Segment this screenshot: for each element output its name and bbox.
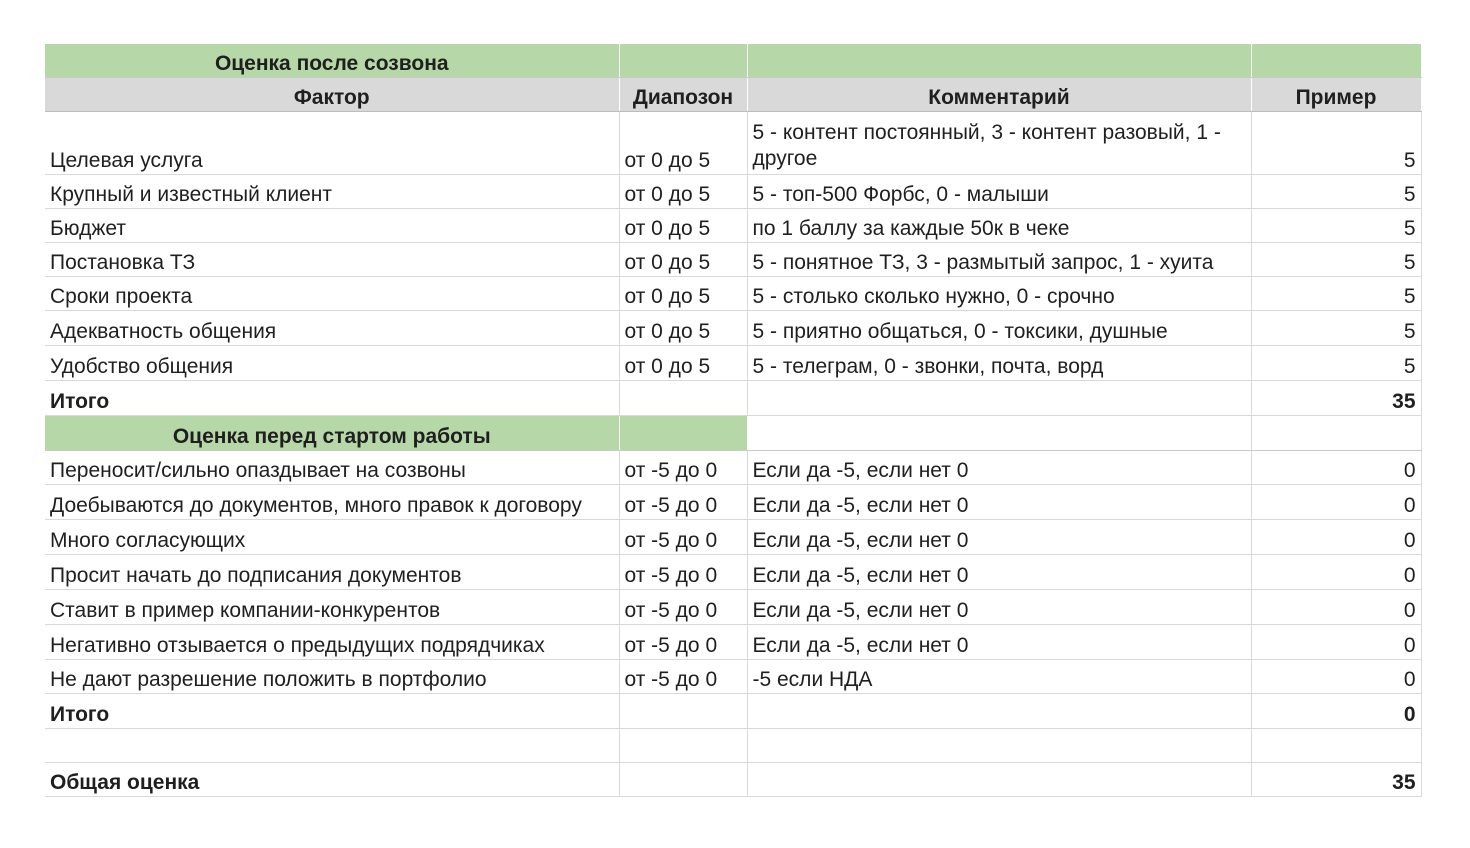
range-cell[interactable]: от -5 до 0 xyxy=(619,590,747,625)
empty-cell[interactable] xyxy=(619,44,747,78)
range-cell[interactable]: от -5 до 0 xyxy=(619,520,747,555)
spreadsheet xyxy=(45,44,1421,797)
example-cell[interactable]: 0 xyxy=(1251,485,1421,520)
empty-cell[interactable] xyxy=(1251,44,1421,78)
range-cell[interactable]: от -5 до 0 xyxy=(619,625,747,660)
example-cell[interactable]: 5 xyxy=(1251,112,1421,175)
example-cell[interactable]: 0 xyxy=(1251,555,1421,590)
range-cell[interactable]: от 0 до 5 xyxy=(619,243,747,277)
factor-cell[interactable]: Удобство общения xyxy=(45,346,619,381)
factor-cell[interactable]: Сроки проекта xyxy=(45,277,619,311)
total-label-cell[interactable]: Итого xyxy=(45,694,619,729)
table-row xyxy=(45,590,1421,625)
overall-label-cell[interactable]: Общая оценка xyxy=(45,763,619,797)
total-value-cell[interactable]: 0 xyxy=(1251,694,1421,729)
empty-cell[interactable] xyxy=(747,763,1251,797)
range-cell[interactable]: от 0 до 5 xyxy=(619,311,747,346)
empty-cell[interactable] xyxy=(747,729,1251,763)
table-row xyxy=(45,311,1421,346)
comment-cell[interactable]: Если да -5, если нет 0 xyxy=(747,485,1251,520)
table-row xyxy=(45,175,1421,209)
comment-cell[interactable]: -5 если НДА xyxy=(747,660,1251,694)
factor-cell[interactable]: Целевая услуга xyxy=(45,112,619,175)
example-cell[interactable]: 5 xyxy=(1251,243,1421,277)
factor-cell[interactable]: Постановка ТЗ xyxy=(45,243,619,277)
total-row xyxy=(45,694,1421,729)
empty-cell[interactable] xyxy=(619,729,747,763)
total-label-cell[interactable]: Итого xyxy=(45,381,619,416)
empty-cell[interactable] xyxy=(619,694,747,729)
empty-cell[interactable] xyxy=(45,729,619,763)
total-value-cell[interactable]: 35 xyxy=(1251,381,1421,416)
range-cell[interactable]: от -5 до 0 xyxy=(619,555,747,590)
example-cell[interactable]: 0 xyxy=(1251,625,1421,660)
table-row xyxy=(45,346,1421,381)
empty-cell[interactable] xyxy=(747,44,1251,78)
section-title-cell[interactable]: Оценка после созвона xyxy=(45,44,619,78)
factor-cell[interactable]: Бюджет xyxy=(45,209,619,243)
comment-cell[interactable]: 5 - приятно общаться, 0 - токсики, душные xyxy=(747,311,1251,346)
range-cell[interactable]: от -5 до 0 xyxy=(619,660,747,694)
example-cell[interactable]: 5 xyxy=(1251,277,1421,311)
empty-cell[interactable] xyxy=(747,694,1251,729)
factor-cell[interactable]: Негативно отзывается о предыдущих подрядчиках xyxy=(45,625,619,660)
example-cell[interactable]: 0 xyxy=(1251,660,1421,694)
empty-cell[interactable] xyxy=(747,416,1251,451)
factor-cell[interactable]: Много согласующих xyxy=(45,520,619,555)
table-row xyxy=(45,520,1421,555)
empty-cell[interactable] xyxy=(619,763,747,797)
section-title-cell[interactable]: Оценка перед стартом работы xyxy=(45,416,619,451)
comment-cell[interactable]: 5 - столько сколько нужно, 0 - срочно xyxy=(747,277,1251,311)
example-cell[interactable]: 5 xyxy=(1251,175,1421,209)
header-range[interactable]: Диапозон xyxy=(619,78,747,112)
header-example[interactable]: Пример xyxy=(1251,78,1421,112)
table-row xyxy=(45,209,1421,243)
example-cell[interactable]: 5 xyxy=(1251,346,1421,381)
range-cell[interactable]: от 0 до 5 xyxy=(619,209,747,243)
factor-cell[interactable]: Доебываются до документов, много правок к договору xyxy=(45,485,619,520)
range-cell[interactable]: от -5 до 0 xyxy=(619,485,747,520)
table-row xyxy=(45,112,1421,175)
table-row xyxy=(45,660,1421,694)
range-cell[interactable]: от 0 до 5 xyxy=(619,346,747,381)
empty-cell[interactable] xyxy=(1251,729,1421,763)
table-row xyxy=(45,451,1421,485)
example-cell[interactable]: 5 xyxy=(1251,209,1421,243)
overall-value-cell[interactable]: 35 xyxy=(1251,763,1421,797)
section-header-row xyxy=(45,416,1421,451)
empty-cell[interactable] xyxy=(619,381,747,416)
table-row xyxy=(45,555,1421,590)
example-cell[interactable]: 0 xyxy=(1251,451,1421,485)
comment-cell[interactable]: 5 - контент постоянный, 3 - контент разовый, 1 - другое xyxy=(747,112,1251,175)
comment-cell[interactable]: Если да -5, если нет 0 xyxy=(747,590,1251,625)
table-row xyxy=(45,243,1421,277)
column-header-row xyxy=(45,78,1421,112)
header-comment[interactable]: Комментарий xyxy=(747,78,1251,112)
example-cell[interactable]: 5 xyxy=(1251,311,1421,346)
total-row xyxy=(45,381,1421,416)
empty-cell[interactable] xyxy=(619,416,747,451)
comment-cell[interactable]: Если да -5, если нет 0 xyxy=(747,451,1251,485)
range-cell[interactable]: от 0 до 5 xyxy=(619,175,747,209)
example-cell[interactable]: 0 xyxy=(1251,520,1421,555)
factor-cell[interactable]: Адекватность общения xyxy=(45,311,619,346)
table-row xyxy=(45,625,1421,660)
header-factor[interactable]: Фактор xyxy=(45,78,619,112)
empty-cell[interactable] xyxy=(1251,416,1421,451)
overall-row xyxy=(45,763,1421,797)
range-cell[interactable]: от -5 до 0 xyxy=(619,451,747,485)
comment-cell[interactable]: Если да -5, если нет 0 xyxy=(747,555,1251,590)
comment-cell[interactable]: Если да -5, если нет 0 xyxy=(747,520,1251,555)
table-row xyxy=(45,485,1421,520)
table-row xyxy=(45,277,1421,311)
factor-cell[interactable]: Ставит в пример компании-конкурентов xyxy=(45,590,619,625)
comment-cell[interactable]: по 1 баллу за каждые 50к в чеке xyxy=(747,209,1251,243)
comment-cell[interactable]: 5 - телеграм, 0 - звонки, почта, ворд xyxy=(747,346,1251,381)
factor-cell[interactable]: Не дают разрешение положить в портфолио xyxy=(45,660,619,694)
comment-cell[interactable]: 5 - топ-500 Форбс, 0 - малыши xyxy=(747,175,1251,209)
factor-cell[interactable]: Переносит/сильно опаздывает на созвоны xyxy=(45,451,619,485)
empty-row xyxy=(45,729,1421,763)
empty-cell[interactable] xyxy=(747,381,1251,416)
example-cell[interactable]: 0 xyxy=(1251,590,1421,625)
range-cell[interactable]: от 0 до 5 xyxy=(619,112,747,175)
section-header-row xyxy=(45,44,1421,78)
comment-cell[interactable]: Если да -5, если нет 0 xyxy=(747,625,1251,660)
scoring-table xyxy=(45,44,1422,797)
factor-cell[interactable]: Крупный и известный клиент xyxy=(45,175,619,209)
comment-cell[interactable]: 5 - понятное ТЗ, 3 - размытый запрос, 1 - хуита xyxy=(747,243,1251,277)
range-cell[interactable]: от 0 до 5 xyxy=(619,277,747,311)
factor-cell[interactable]: Просит начать до подписания документов xyxy=(45,555,619,590)
